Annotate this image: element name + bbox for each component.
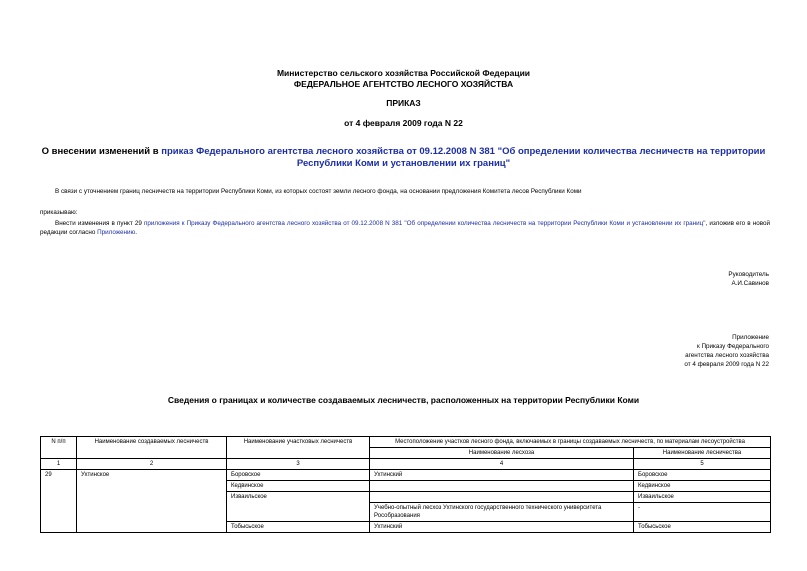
header-leskhoz: Наименование лесхоза	[370, 448, 634, 459]
appendix-link[interactable]: Приложению	[97, 229, 136, 236]
header-lesnichestvo: Наименование лесничества	[634, 448, 771, 459]
document-header	[0, 68, 807, 90]
column-number: 3	[227, 459, 370, 470]
title-prefix: О внесении изменений в	[41, 146, 162, 157]
title-order-link[interactable]: приказ Федерального агентства лесного хозяйства от 09.12.2008 N 381 "Об определении количества лесничеств на территории Республики Коми и установлении их границ"	[161, 146, 766, 169]
district-cell: Изваильское	[227, 492, 370, 522]
forestry-name: Ухтинское	[77, 470, 227, 533]
lesnichestvo-cell: Боровское	[634, 470, 771, 481]
column-number: 4	[370, 459, 634, 470]
column-number: 1	[41, 459, 77, 470]
ministry-name: Министерство сельского хозяйства Российской Федерации	[276, 68, 531, 78]
appendix-order-link[interactable]: приложения к Приказу Федерального агентства лесного хозяйства от 09.12.2008 N 381 "Об определении количества лесничеств на территории Республики Коми и установлении их границ"	[143, 220, 706, 227]
table-title: Сведения о границах и количестве создаваемых лесничеств, расположенных на территории Республики Коми	[167, 395, 640, 405]
paragraph-text-c: .	[135, 229, 138, 236]
order-paragraph	[40, 219, 770, 237]
appendix-line-1: Приложение	[732, 334, 769, 341]
table-header-row	[41, 437, 771, 448]
row-number: 29	[41, 470, 77, 533]
header-forestry: Наименование создаваемых лесничеств	[77, 437, 227, 459]
header-location: Местоположение участков лесного фонда, включаемых в границы создаваемых лесничеств, по материалам лесоустройства	[370, 437, 771, 448]
column-number: 5	[634, 459, 771, 470]
column-number-row	[41, 459, 771, 470]
order-word: приказываю:	[40, 209, 78, 216]
signer-position: Руководитель	[728, 271, 769, 278]
lesnichestvo-cell: Кедвинское	[634, 481, 771, 492]
header-district: Наименование участковых лесничеств	[227, 437, 370, 459]
signature-block	[728, 270, 769, 288]
appendix-block	[684, 333, 769, 369]
appendix-line-2: к Приказу Федерального	[696, 343, 769, 350]
leskhoz-cell: Учебно-опытный лесхоз Ухтинского государственного технического университета Рособразования	[370, 503, 634, 522]
header-num: N п/п	[41, 437, 77, 459]
lesnichestvo-cell: Тобысьское	[634, 522, 771, 533]
district-cell: Кедвинское	[227, 481, 370, 492]
document-date: от 4 февраля 2009 года N 22	[344, 118, 463, 128]
paragraph-text-a: Внести изменения в пункт 29	[55, 220, 144, 227]
district-cell: Тобысьское	[227, 522, 370, 533]
agency-name: ФЕДЕРАЛЬНОЕ АГЕНТСТВО ЛЕСНОГО ХОЗЯЙСТВА	[293, 79, 514, 89]
forestry-table	[40, 436, 771, 533]
signer-name: А.И.Савинов	[731, 280, 769, 287]
lesnichestvo-cell: -	[634, 503, 771, 522]
lesnichestvo-cell: Изваильское	[634, 492, 771, 503]
paragraph-text-b: , изложив его в новой редакции согласно	[40, 220, 770, 236]
document-title	[40, 146, 767, 170]
appendix-line-4: от 4 февраля 2009 года N 22	[684, 361, 769, 368]
leskhoz-cell: Ухтинский	[370, 470, 634, 481]
leskhoz-cell	[370, 481, 634, 492]
district-cell: Боровское	[227, 470, 370, 481]
document-type: ПРИКАЗ	[386, 98, 421, 108]
leskhoz-cell: Ухтинский	[370, 522, 634, 533]
table-row	[41, 470, 771, 481]
appendix-line-3: агентства лесного хозяйства	[685, 352, 769, 359]
preamble-text: В связи с уточнением границ лесничеств на территории Республики Коми, из которых состоят земли лесного фонда, на основании предложения Комитета лесов Республики Коми	[55, 188, 582, 195]
column-number: 2	[77, 459, 227, 470]
leskhoz-cell	[370, 492, 634, 503]
